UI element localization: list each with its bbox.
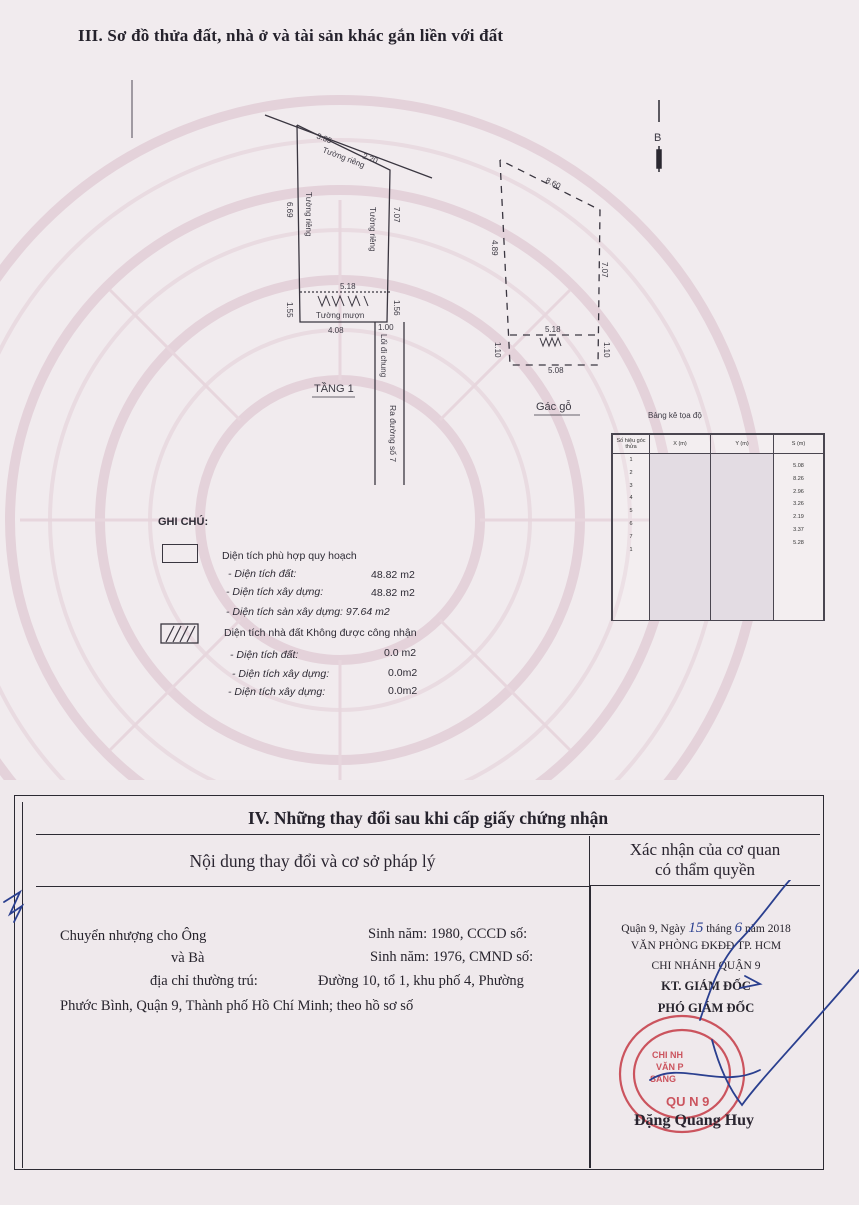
cert-for-director: KT. GIÁM ĐỐC [661, 979, 751, 993]
wall-top: Tường riêng [321, 145, 366, 170]
legend-unrecognized-land-value: 0.0 m2 [384, 647, 417, 659]
point-id-column [613, 454, 650, 621]
signer-name: Đặng Quang Huy [634, 1112, 755, 1129]
transfer-line1-right: Sinh năm: 1980, CCCD số: [368, 926, 528, 942]
cert-month: 6 [734, 920, 743, 936]
legend-unrecognized-build2-label: - Diện tích xây dựng: [228, 686, 326, 698]
point-id: 3 [629, 482, 633, 489]
cert-deputy-director: PHÓ GIÁM ĐỐC [657, 1001, 755, 1015]
point-id: 6 [629, 520, 633, 527]
attic-label: Gác gỗ [536, 401, 572, 413]
attic-dim-right: 7.07 [600, 262, 609, 278]
y-column-redacted [711, 454, 774, 621]
x-column-redacted [650, 454, 711, 621]
section-iii-title: III. Sơ đồ thửa đất, nhà ở và tài sản khác gắn liền với đất [78, 26, 504, 45]
attic-outline [500, 160, 600, 365]
dim-right-lower: 1.56 [392, 300, 401, 316]
col-header-x: X (m) [650, 435, 711, 454]
legend-unrecognized-label: Diện tích nhà đất Không được công nhận [224, 627, 417, 639]
north-label: B [654, 132, 662, 144]
wall-left: Tường riêng [304, 192, 313, 237]
legend-conform-build-value: 48.82 m2 [371, 587, 415, 599]
cert-office-line2: CHI NHÁNH QUẬN 9 [651, 960, 761, 972]
transfer-line1-left: Chuyển nhượng cho Ông [60, 928, 207, 944]
point-id: 7 [629, 533, 633, 540]
col-header-changes: Nội dung thay đổi và cơ sở pháp lý [36, 836, 590, 887]
dim-left-lower: 1.55 [285, 302, 294, 318]
alley-label: Lối đi chung [379, 334, 388, 378]
dim-top-left: 3.35 [315, 131, 334, 146]
legend-unrecognized-build2-value: 0.0m2 [388, 685, 418, 697]
col-header-certification [590, 836, 820, 886]
legend-swatch-conform [162, 544, 198, 563]
svg-text:SANG: SANG [650, 1074, 677, 1084]
transfer-line3-right: Đường 10, tổ 1, khu phố 4, Phường [318, 973, 524, 989]
point-id: 1 [629, 457, 633, 463]
transfer-line2-left: và Bà [171, 950, 205, 966]
legend-conform-build-label: - Diện tích xây dựng: [226, 586, 324, 598]
col-header-point: Số hiệu góc thửa [613, 435, 650, 454]
distance-value: 8.26 [793, 475, 804, 482]
svg-text:VĂN P: VĂN P [656, 1062, 684, 1072]
wall-borrowed: Tường mượn [316, 311, 365, 320]
distance-value: 5.28 [793, 539, 804, 546]
cert-day: 15 [688, 920, 704, 936]
svg-text:QU N 9: QU N 9 [666, 1094, 710, 1109]
road-label: Ra đường số 7 [388, 405, 398, 463]
col-header-cert-line2: có thẩm quyền [654, 860, 756, 879]
distance-column [774, 454, 824, 621]
point-id: 5 [629, 508, 633, 515]
dim-mid-width: 5.18 [340, 282, 356, 291]
distance-value: 5.08 [793, 463, 804, 469]
svg-text:CHI NH: CHI NH [652, 1050, 683, 1060]
floor-label: TẦNG 1 [314, 383, 354, 395]
attic-hatch [540, 338, 561, 346]
legend-heading: GHI CHÚ: [158, 516, 209, 528]
coord-table-caption: Bảng kê tọa độ [648, 411, 702, 420]
point-id: 4 [629, 495, 633, 502]
transfer-line3-left: địa chỉ thường trú: [150, 973, 258, 989]
legend-unrecognized-land-label: - Diện tích đất: [230, 649, 299, 661]
col-header-s: S (m) [774, 435, 824, 454]
point-id: 2 [629, 469, 633, 476]
legend-unrecognized-build-label: - Diện tích xây dựng: [232, 668, 330, 680]
wall-right: Tường riêng [368, 207, 377, 252]
distance-value: 2.19 [793, 514, 804, 521]
transfer-line2-right: Sinh năm: 1976, CMND số: [370, 949, 534, 965]
attic-left-lower: 1.10 [493, 342, 502, 358]
attic-mid-width: 5.18 [545, 325, 561, 334]
col-header-cert-line1: Xác nhận của cơ quan [629, 840, 781, 859]
attic-right-lower: 1.10 [602, 342, 611, 358]
dim-bottom-width: 4.08 [328, 326, 344, 335]
coordinate-table [611, 433, 825, 621]
dim-top-right: 2.20 [361, 151, 380, 166]
cert-date-prefix: Quận 9, Ngày [621, 923, 686, 935]
legend-conform-land-value: 48.82 m2 [371, 569, 415, 581]
dim-left-upper: 6.69 [285, 202, 294, 218]
distance-value: 3.37 [793, 526, 804, 533]
section-iv-title: IV. Những thay đổi sau khi cấp giấy chứng nhận [36, 800, 820, 835]
legend-conform-floor-area: - Diện tích sàn xây dựng: 97.64 m2 [226, 606, 390, 618]
attic-dim-left: 4.89 [490, 240, 499, 256]
col-header-y: Y (m) [711, 435, 774, 454]
legend-swatch-unrecognized [160, 623, 200, 645]
distance-value: 2.96 [793, 488, 804, 495]
dim-right-upper: 7.07 [392, 207, 401, 223]
legend-conform-land-label: - Diện tích đất: [228, 568, 297, 580]
legend-conform-label: Diện tích phù hợp quy hoạch [222, 550, 357, 562]
attic-bottom-width: 5.08 [548, 366, 564, 375]
floor1-outline [265, 115, 432, 485]
cert-year: năm 2018 [745, 923, 791, 935]
point-id: 1 [629, 546, 633, 553]
legend-unrecognized-build-value: 0.0m2 [388, 667, 418, 679]
borrowed-wall-hatch [318, 296, 368, 306]
cert-month-word: tháng [706, 923, 732, 935]
attic-dim-top: 8.60 [544, 175, 563, 191]
dim-corner: 1.00 [378, 323, 394, 332]
cert-office-line1: VĂN PHÒNG ĐKĐĐ TP. HCM [630, 940, 782, 952]
distance-value: 3.26 [793, 501, 804, 508]
transfer-line4: Phước Bình, Quận 9, Thành phố Hồ Chí Minh; theo hồ sơ số [60, 998, 414, 1014]
